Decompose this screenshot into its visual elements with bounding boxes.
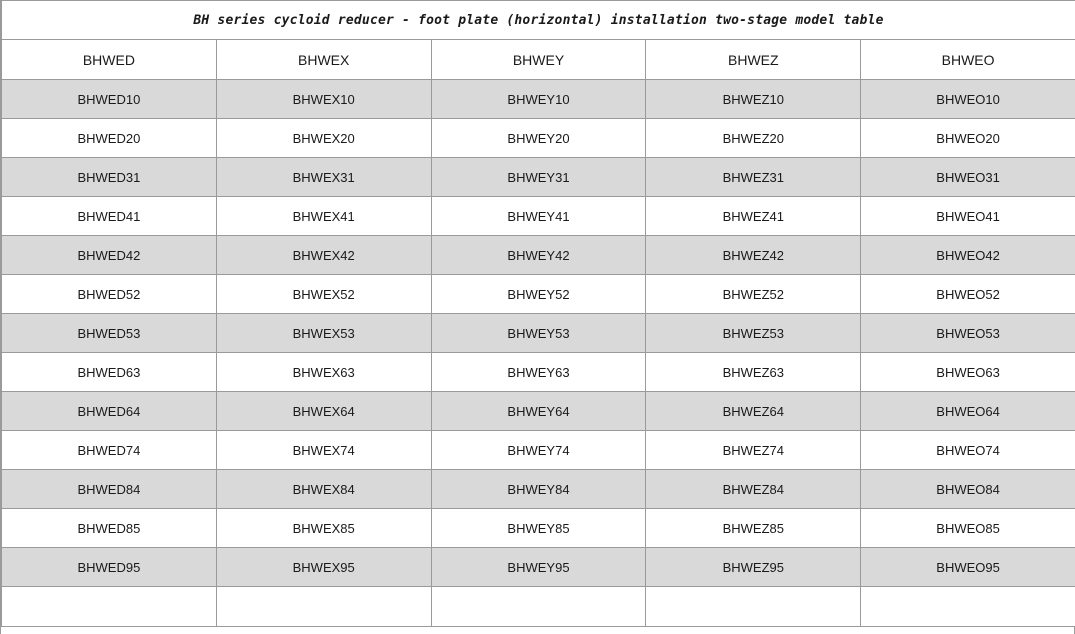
table-title: BH series cycloid reducer - foot plate (horizontal) installation two-stage model table (2, 1, 1075, 40)
column-header-bhweo: BHWEO (861, 40, 1075, 80)
table-row (2, 275, 1075, 314)
table-cell: BHWEZ63 (646, 353, 861, 392)
table-cell: BHWEZ41 (646, 197, 861, 236)
table-cell: BHWEZ31 (646, 158, 861, 197)
table-cell (431, 587, 646, 627)
table-cell: BHWED41 (2, 197, 217, 236)
table-row (2, 158, 1075, 197)
table-cell: BHWEX85 (216, 509, 431, 548)
table-cell: BHWEO85 (861, 509, 1075, 548)
table-cell: BHWEO41 (861, 197, 1075, 236)
table-cell: BHWED42 (2, 236, 217, 275)
table-row (2, 236, 1075, 275)
table-cell: BHWED64 (2, 392, 217, 431)
table-cell: BHWEO20 (861, 119, 1075, 158)
table-cell: BHWED85 (2, 509, 217, 548)
table-cell: BHWEY74 (431, 431, 646, 470)
table-cell: BHWED95 (2, 548, 217, 587)
table-row (2, 119, 1075, 158)
table-cell: BHWEX74 (216, 431, 431, 470)
table-cell: BHWEZ74 (646, 431, 861, 470)
table-cell: BHWEO42 (861, 236, 1075, 275)
table-cell: BHWED31 (2, 158, 217, 197)
table-cell: BHWEX41 (216, 197, 431, 236)
table-cell: BHWEX52 (216, 275, 431, 314)
table-cell: BHWEX10 (216, 80, 431, 119)
table-row-empty (2, 587, 1075, 627)
table-cell: BHWEZ85 (646, 509, 861, 548)
table-cell: BHWED20 (2, 119, 217, 158)
table-row (2, 548, 1075, 587)
table-row (2, 509, 1075, 548)
table-cell: BHWEO53 (861, 314, 1075, 353)
table-cell: BHWED84 (2, 470, 217, 509)
table-cell: BHWED52 (2, 275, 217, 314)
table-cell: BHWEY85 (431, 509, 646, 548)
column-header-bhwey: BHWEY (431, 40, 646, 80)
table-cell: BHWEZ10 (646, 80, 861, 119)
table-cell (646, 587, 861, 627)
table-cell: BHWEY84 (431, 470, 646, 509)
table-cell (861, 587, 1075, 627)
table-row (2, 80, 1075, 119)
table-cell: BHWEO95 (861, 548, 1075, 587)
table-cell: BHWEZ20 (646, 119, 861, 158)
table-title-row (2, 1, 1075, 40)
table-cell: BHWEX84 (216, 470, 431, 509)
table-cell: BHWEY53 (431, 314, 646, 353)
table-cell: BHWEY41 (431, 197, 646, 236)
table-cell: BHWEX95 (216, 548, 431, 587)
table-cell: BHWEZ42 (646, 236, 861, 275)
column-header-bhwez: BHWEZ (646, 40, 861, 80)
table-row (2, 470, 1075, 509)
table-cell: BHWEY42 (431, 236, 646, 275)
table-header-row (2, 40, 1075, 80)
table-cell: BHWEY31 (431, 158, 646, 197)
column-header-bhwed: BHWED (2, 40, 217, 80)
table-cell: BHWEX31 (216, 158, 431, 197)
table-cell: BHWEX63 (216, 353, 431, 392)
column-header-bhwex: BHWEX (216, 40, 431, 80)
table-cell: BHWEY63 (431, 353, 646, 392)
table-cell: BHWEO84 (861, 470, 1075, 509)
table-cell: BHWEX20 (216, 119, 431, 158)
table-cell: BHWEZ95 (646, 548, 861, 587)
table-cell: BHWEX42 (216, 236, 431, 275)
table-cell: BHWEX53 (216, 314, 431, 353)
table-cell: BHWEY10 (431, 80, 646, 119)
table-row (2, 431, 1075, 470)
table-row (2, 314, 1075, 353)
table-cell: BHWEO10 (861, 80, 1075, 119)
table-cell: BHWED10 (2, 80, 217, 119)
table-cell: BHWEY52 (431, 275, 646, 314)
table-cell: BHWED74 (2, 431, 217, 470)
table-cell: BHWEX64 (216, 392, 431, 431)
table-cell: BHWEZ52 (646, 275, 861, 314)
table-cell: BHWEO31 (861, 158, 1075, 197)
table-cell: BHWEY64 (431, 392, 646, 431)
table-cell: BHWED53 (2, 314, 217, 353)
table-cell (2, 587, 217, 627)
table-cell (216, 587, 431, 627)
table-row (2, 353, 1075, 392)
table-row (2, 392, 1075, 431)
table-cell: BHWEO52 (861, 275, 1075, 314)
table-cell: BHWEZ84 (646, 470, 861, 509)
table-cell: BHWEZ53 (646, 314, 861, 353)
table-cell: BHWEO63 (861, 353, 1075, 392)
table-cell: BHWED63 (2, 353, 217, 392)
table-cell: BHWEZ64 (646, 392, 861, 431)
table-row (2, 197, 1075, 236)
table-cell: BHWEY20 (431, 119, 646, 158)
table-cell: BHWEO74 (861, 431, 1075, 470)
table-cell: BHWEY95 (431, 548, 646, 587)
model-table (1, 0, 1075, 627)
table-cell: BHWEO64 (861, 392, 1075, 431)
